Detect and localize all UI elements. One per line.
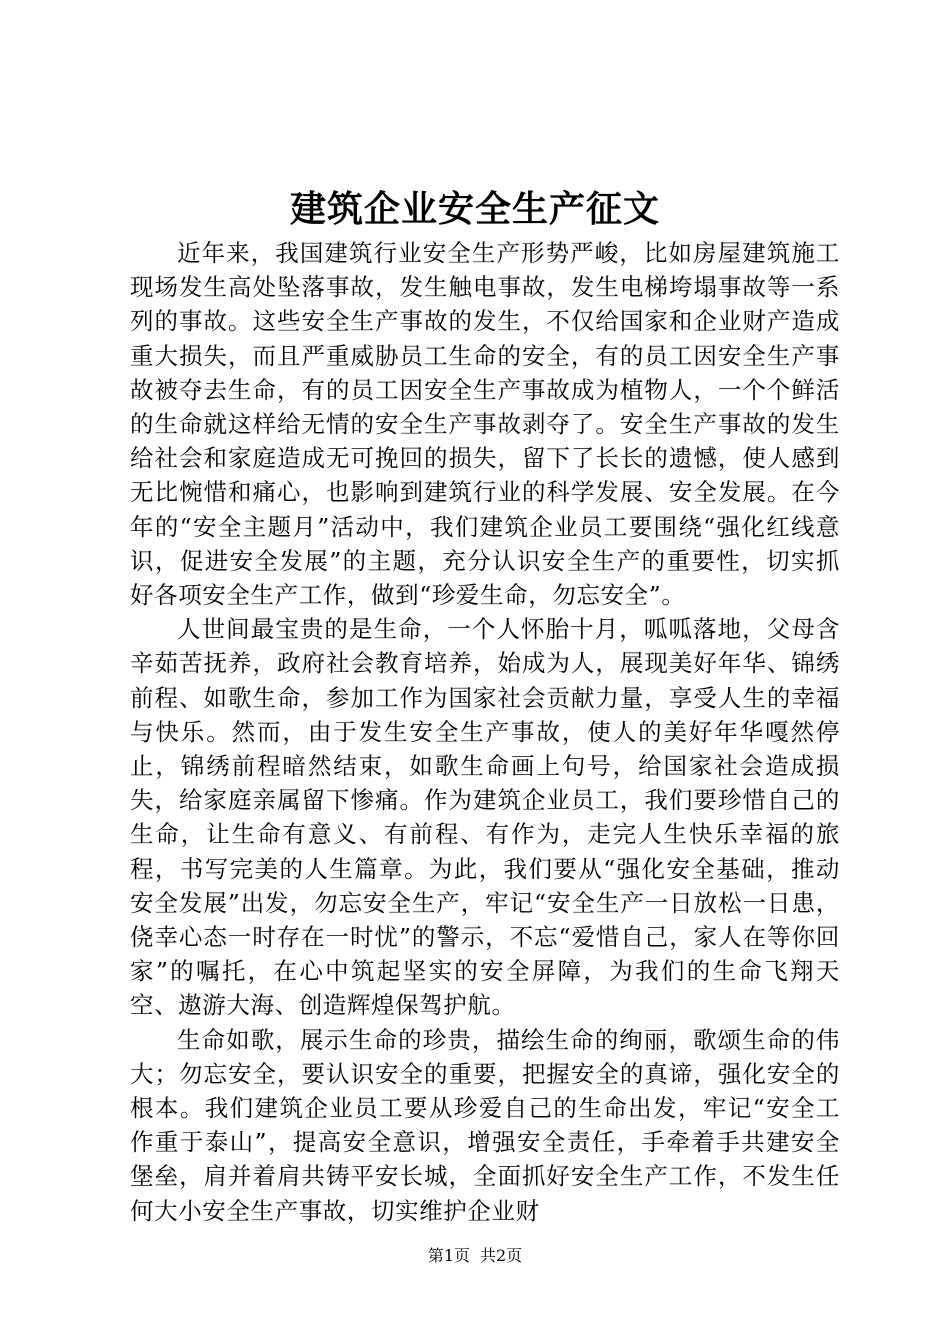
document-body	[130, 236, 840, 1228]
paragraph-2: 人世间最宝贵的是生命，一个人怀胎十月，呱呱落地，父母含辛茹苦抚养，政府社会教育培养，始成为人，展现美好年华、锦绣前程、如歌生命，参加工作为国家社会贡献力量，享受人生的幸福与快乐。然而，由于发生安全生产事故，使人的美好年华嘎然停止，锦绣前程暗然结束，如歌生命画上句号，给国家社会造成损失，给家庭亲属留下惨痛。作为建筑企业员工，我们要珍惜自己的生命，让生命有意义、有前程、有作为，走完人生快乐幸福的旅程，书写完美的人生篇章。为此，我们要从“强化安全基础，推动安全发展”出发，勿忘安全生产，牢记“安全生产一日放松一日患，侥幸心态一时存在一时忧”的警示，不忘“爱惜自己，家人在等你回家”的嘱托，在心中筑起坚实的安全屏障，为我们的生命飞翔天空、遨游大海、创造辉煌保驾护航。	[130, 615, 840, 1020]
paragraph-3: 生命如歌，展示生命的珍贵，描绘生命的绚丽，歌颂生命的伟大；勿忘安全，要认识安全的重要，把握安全的真谛，强化安全的根本。我们建筑企业员工要从珍爱自己的生命出发，牢记“安全工作重于泰山”，提高安全意识，增强安全责任，手牵着手共建安全堡垒，肩并着肩共铸平安长城，全面抓好安全生产工作，不发生任何大小安全生产事故，切实维护企业财	[130, 1025, 840, 1225]
paragraph-1: 近年来，我国建筑行业安全生产形势严峻，比如房屋建筑施工现场发生高处坠落事故，发生触电事故，发生电梯垮塌事故等一系列的事故。这些安全生产事故的发生，不仅给国家和企业财产造成重大损失，而且严重威胁员工生命的安全，有的员工因安全生产事故被夺去生命，有的员工因安全生产事故成为植物人，一个个鲜活的生命就这样给无情的安全生产事故剥夺了。安全生产事故的发生给社会和家庭造成无可挽回的损失，留下了长长的遗憾，使人感到无比惋惜和痛心，也影响到建筑行业的科学发展、安全发展。在今年的“安全主题月”活动中，我们建筑企业员工要围绕“强化红线意识，促进安全发展”的主题，充分认识安全生产的重要性，切实抓好各项安全生产工作，做到“珍爱生命，勿忘安全”。	[130, 239, 840, 610]
page-footer	[0, 1244, 950, 1268]
document-title: 建筑企业安全生产征文	[289, 188, 660, 230]
page-number-current: 第1页	[427, 1246, 470, 1265]
page-number-total: 共2页	[480, 1246, 523, 1265]
